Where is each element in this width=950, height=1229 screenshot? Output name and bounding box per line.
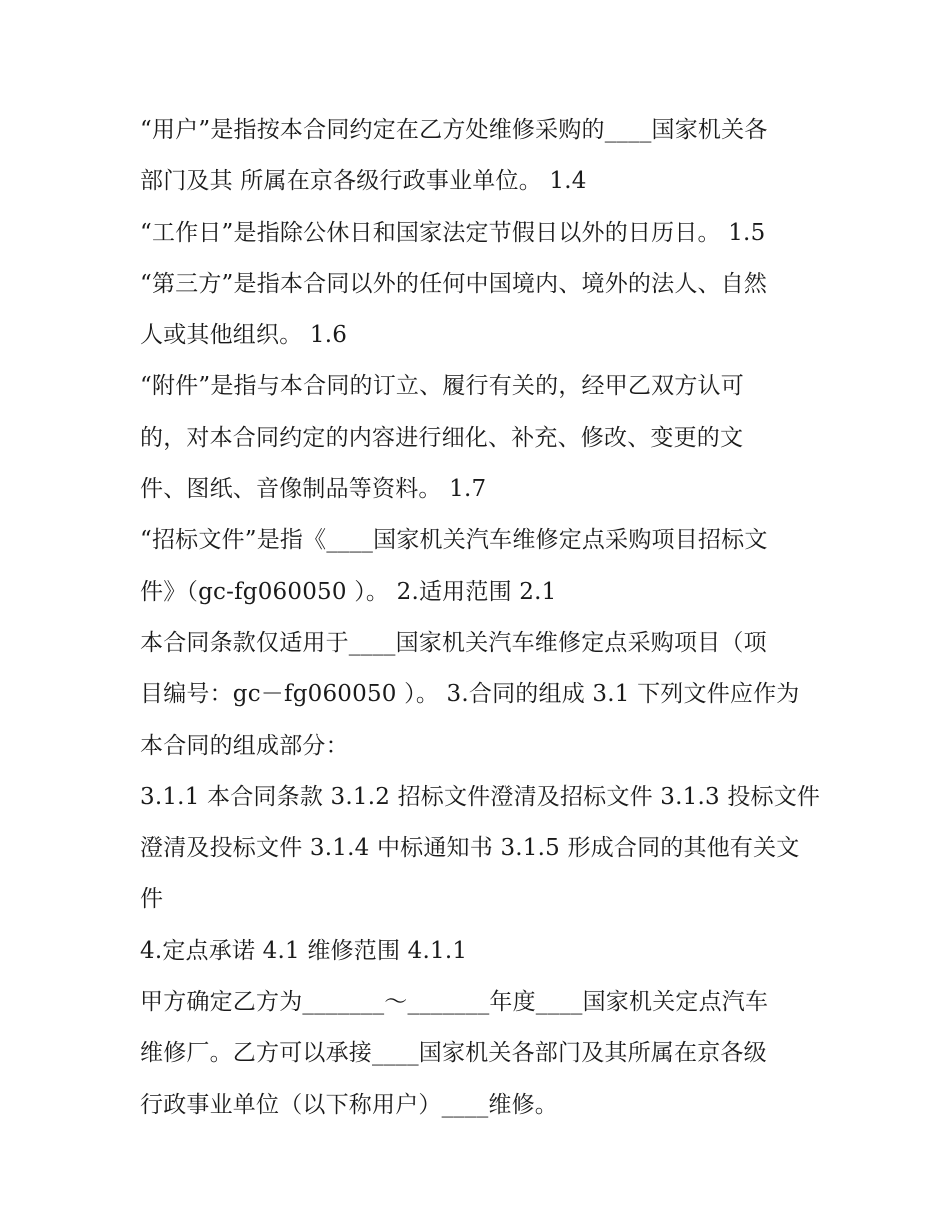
- text-line: “工作日”是指除公休日和国家法定节假日以外的日历日。 1.5: [140, 219, 766, 246]
- text-line: 本合同条款仅适用于____国家机关汽车维修定点采购项目（项: [140, 629, 767, 656]
- text-line: 行政事业单位（以下称用户）____维修。: [140, 1091, 558, 1118]
- contract-text-body: [140, 105, 820, 1131]
- text-line: 维修厂。乙方可以承接____国家机关各部门及其所属在京各级: [140, 1040, 767, 1067]
- text-line: “用户”是指按本合同约定在乙方处维修采购的____国家机关各: [140, 117, 768, 143]
- text-line: “第三方”是指本合同以外的任何中国境内、境外的法人、自然: [140, 270, 768, 297]
- text-line: 的，对本合同约定的内容进行细化、补充、修改、变更的文: [140, 424, 744, 451]
- text-line: 3.1.1 本合同条款 3.1.2 招标文件澄清及招标文件 3.1.3 投标文件: [140, 783, 821, 810]
- text-line: 甲方确定乙方为_______～_______年度____国家机关定点汽车: [140, 989, 769, 1016]
- text-line: “招标文件”是指《____国家机关汽车维修定点采购项目招标文: [140, 527, 768, 554]
- text-line: “附件”是指与本合同的订立、履行有关的，经甲乙双方认可: [140, 373, 744, 400]
- text-line: 目编号：gc－fg060050 ）。 3.合同的组成 3.1 下列文件应作为: [140, 681, 800, 708]
- text-line: 件: [140, 886, 164, 913]
- text-line: 部门及其 所属在京各级行政事业单位。 1.4: [140, 168, 587, 195]
- text-line: 人或其他组织。 1.6: [140, 322, 348, 349]
- text-line: 澄清及投标文件 3.1.4 中标通知书 3.1.5 形成合同的其他有关文: [140, 835, 800, 862]
- text-line: 本合同的组成部分：: [140, 732, 349, 759]
- text-line: 件、图纸、音像制品等资料。 1.7: [140, 476, 487, 503]
- text-line: 4.定点承诺 4.1 维修范围 4.1.1: [140, 937, 468, 964]
- text-line: 件》（gc-fg060050 ）。 2.适用范围 2.1: [140, 578, 557, 605]
